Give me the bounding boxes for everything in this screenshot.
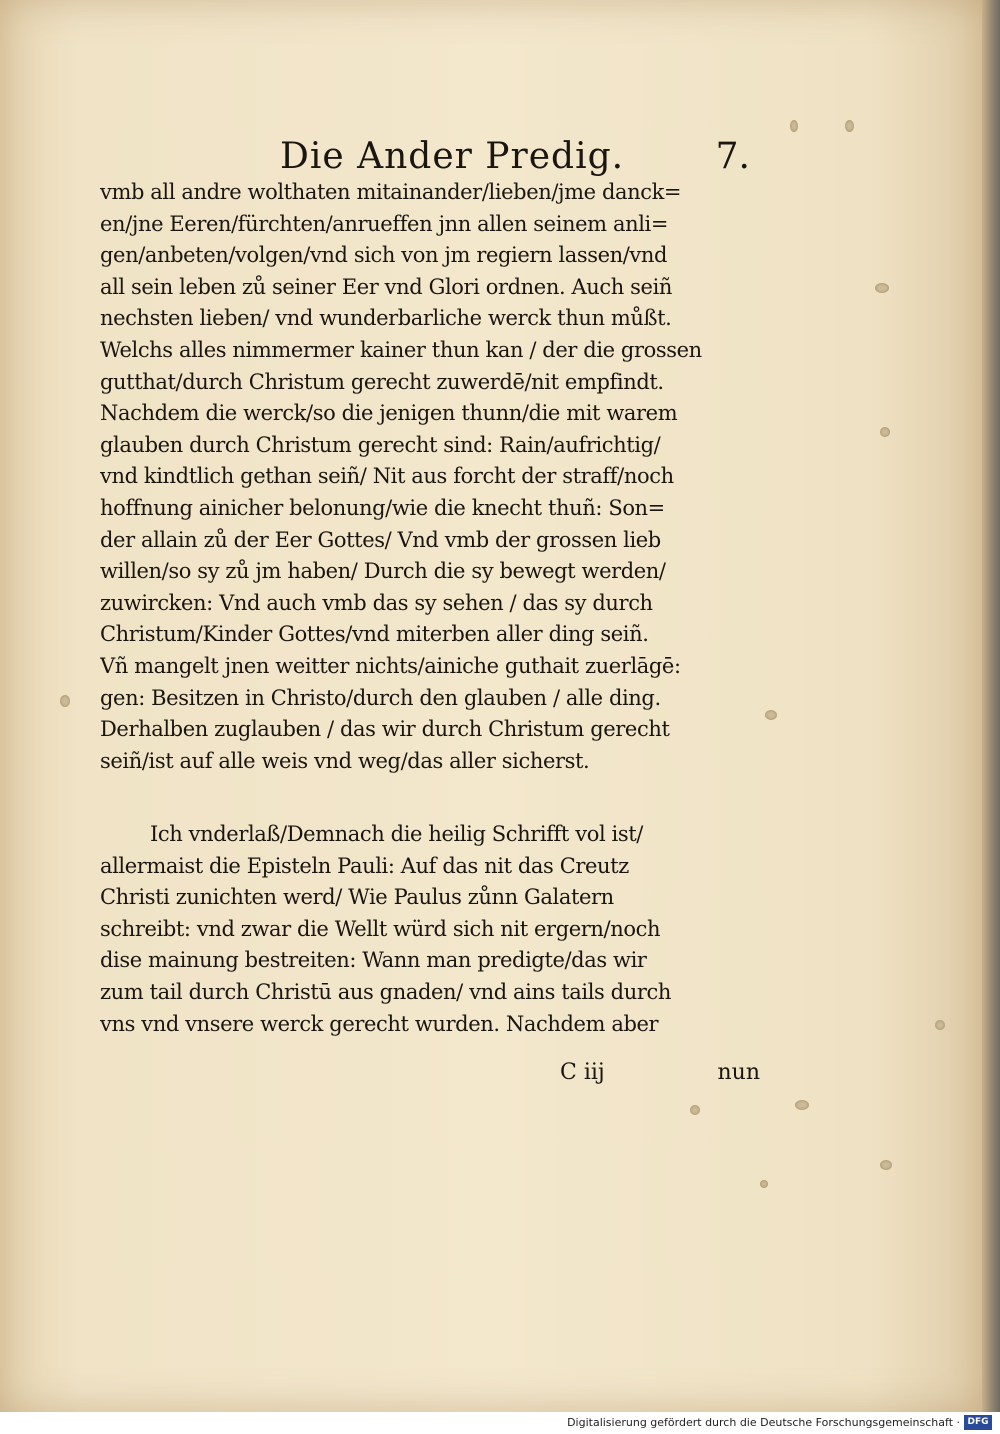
page-edge xyxy=(982,0,1000,1412)
text-line: Nachdem die werck/so die jenigen thunn/die mit warem xyxy=(100,401,678,426)
paper-stain xyxy=(60,695,70,707)
text-line: gen/anbeten/volgen/vnd sich von jm regiern lassen/vnd xyxy=(100,243,668,268)
text-line: Christi zunichten werd/ Wie Paulus zůnn Galatern xyxy=(100,885,614,910)
text-line: dise mainung bestreiten: Wann man predigte/das wir xyxy=(100,948,647,973)
running-title: Die Ander Predig. xyxy=(280,136,625,177)
page-number: 7. xyxy=(715,136,750,177)
text-line: nechsten lieben/ vnd wunderbarliche werck thun můßt. xyxy=(100,306,672,331)
signature-mark: C iij xyxy=(560,1060,605,1085)
paper-stain xyxy=(845,120,854,132)
paper-stain xyxy=(795,1100,809,1110)
text-line: hoffnung ainicher belonung/wie die knecht thuñ: Son= xyxy=(100,495,665,520)
text-line: schreibt: vnd zwar die Wellt würd sich nit ergern/noch xyxy=(100,916,661,941)
paper-stain xyxy=(880,1160,892,1170)
text-line: en/jne Eeren/fürchten/anrueffen jnn allen seinem anli= xyxy=(100,211,669,236)
text-line: glauben durch Christum gerecht sind: Rain/aufrichtig/ xyxy=(100,432,661,457)
catchword: nun xyxy=(717,1060,760,1085)
text-line: Derhalben zuglauben / das wir durch Christum gerecht xyxy=(100,717,670,742)
paper-stain xyxy=(765,710,777,720)
text-line: Ich vnderlaß/Demnach die heilig Schrifft vol ist/ xyxy=(150,822,643,846)
paper-stain xyxy=(875,283,889,293)
text-line: der allain zů der Eer Gottes/ Vnd vmb der grossen lieb xyxy=(100,527,661,552)
text-line: Vñ mangelt jnen weitter nichts/ainiche guthait zuerlāgē: xyxy=(100,653,681,678)
paper-stain xyxy=(790,120,798,132)
text-line: vns vnd vnsere werck gerecht wurden. Nachdem aber xyxy=(100,1011,659,1036)
dfg-logo: DFG xyxy=(964,1415,992,1430)
text-line: zum tail durch Christū aus gnaden/ vnd ains tails durch xyxy=(100,979,671,1004)
text-line: Welchs alles nimmermer kainer thun kan / der die grossen xyxy=(100,337,702,362)
text-line: seiñ/ist auf alle weis vnd weg/das aller sicherst. xyxy=(100,748,590,773)
text-line: Christum/Kinder Gottes/vnd miterben aller ding seiñ. xyxy=(100,622,649,647)
paper-stain xyxy=(760,1180,768,1188)
text-line: vmb all andre wolthaten mitainander/lieben/jme danck= xyxy=(100,180,682,204)
text-line: gen: Besitzen in Christo/durch den glauben / alle ding. xyxy=(100,685,661,710)
text-line: allermaist die Episteln Pauli: Auf das nit das Creutz xyxy=(100,853,629,878)
text-line: vnd kindtlich gethan seiñ/ Nit aus forcht der straff/noch xyxy=(100,464,674,489)
paper-stain xyxy=(880,427,890,437)
paper-stain xyxy=(935,1020,945,1030)
text-line: all sein leben zů seiner Eer vnd Glori ordnen. Auch seiñ xyxy=(100,274,673,299)
text-line: gutthat/durch Christum gerecht zuwerdē/nit empfindt. xyxy=(100,369,664,394)
footer-bar xyxy=(0,1412,1000,1434)
catch-line xyxy=(560,1060,760,1096)
text-block-1 xyxy=(100,177,760,777)
text-line: willen/so sy zů jm haben/ Durch die sy bewegt werden/ xyxy=(100,559,666,584)
text-line: zuwircken: Vnd auch vmb das sy sehen / das sy durch xyxy=(100,590,653,615)
text-block-2 xyxy=(100,819,760,1040)
funding-credit: Digitalisierung gefördert durch die Deutsche Forschungsgemeinschaft · xyxy=(567,1416,960,1429)
paper-stain xyxy=(690,1105,700,1115)
